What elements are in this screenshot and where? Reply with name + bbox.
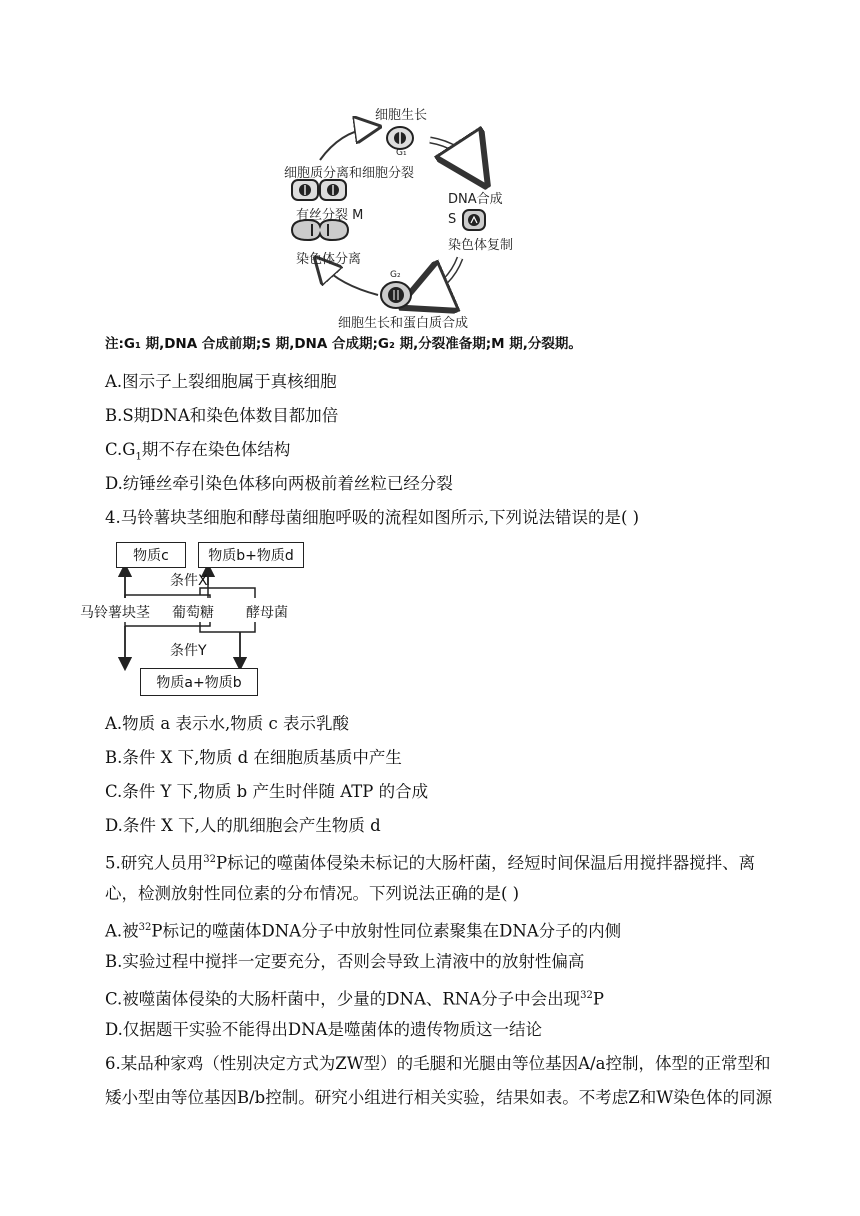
box-substance-c: 物质c	[116, 542, 186, 568]
condition-y-label: 条件Y	[170, 643, 207, 659]
q5-option-c: C.被噬菌体侵染的大肠杆菌中，少量的DNA、RNA分子中会出现$^{32}$P	[105, 989, 604, 1009]
daughter-cells-icon	[292, 180, 346, 200]
q4-option-a: A.物质 a 表示水,物质 c 表示乳酸	[105, 714, 349, 733]
condition-x-label: 条件X	[170, 573, 208, 589]
q4-option-c: C.条件 Y 下,物质 b 产生时伴随 ATP 的合成	[105, 782, 429, 801]
box-substance-b-d: 物质b+物质d	[198, 542, 304, 568]
q3-option-c: $C.G_1$期不存在染色体结构	[105, 440, 291, 463]
potato-label: 马铃薯块茎	[80, 605, 150, 621]
chromosome-replication-label: 染色体复制	[448, 238, 514, 253]
q5-option-a: A.被$^{32}$P标记的噬菌体DNA分子中放射性同位素聚集在DNA分子的内侧	[105, 921, 622, 941]
glucose-label: 葡萄糖	[172, 605, 214, 621]
dna-synthesis-label: DNA合成	[448, 192, 503, 207]
chromosome-separation-label: 染色体分离	[296, 252, 362, 267]
mitosis-label: 有丝分裂 M	[296, 208, 364, 223]
g1-phase-label: G₁	[396, 148, 407, 158]
q6-stem-line2: 矮小型由等位基因B/b控制。研究小组进行相关实验，结果如表。不考虑Z和W染色体的同源	[105, 1088, 773, 1107]
arrow-g1-to-s	[430, 140, 475, 168]
g2-phase-label: G₂	[390, 270, 401, 280]
arrow-g2-to-m	[322, 265, 378, 295]
q6-stem-line1: 6.某品种家鸡（性别决定方式为ZW型）的毛腿和光腿由等位基因A/a控制，体型的正常型和	[105, 1054, 771, 1073]
s-phase-label: S	[448, 212, 457, 227]
q5-option-b: B.实验过程中搅拌一定要充分，否则会导致上清液中的放射性偏高	[105, 952, 585, 971]
respiration-flowchart	[80, 540, 310, 700]
q3-option-a: A.图示子上裂细胞属于真核细胞	[105, 372, 337, 391]
q3-option-d: D.纺锤丝牵引染色体移向两极前着丝粒已经分裂	[105, 474, 453, 493]
g2-bottom-label: 细胞生长和蛋白质合成	[338, 316, 469, 331]
box-substance-a-b: 物质a+物质b	[140, 668, 258, 696]
q5-stem-line2: 心，检测放射性同位素的分布情况。下列说法正确的是( )	[105, 884, 520, 903]
q5-stem-line1: 5.研究人员用$^{32}$P标记的噬菌体侵染未标记的大肠杆菌，经短时间保温后用搅拌器搅拌、离	[105, 853, 756, 873]
yeast-label: 酵母菌	[246, 605, 288, 621]
cell-cycle-diagram	[270, 100, 540, 335]
q4-option-b: B.条件 X 下,物质 d 在细胞质基质中产生	[105, 748, 402, 767]
g2-cell-icon	[381, 282, 411, 308]
q4-stem: 4.马铃薯块茎细胞和酵母菌细胞呼吸的流程如图所示,下列说法错误的是( )	[105, 508, 640, 527]
q3-option-b: B.S期DNA和染色体数目都加倍	[105, 406, 339, 425]
q4-option-d: D.条件 X 下,人的肌细胞会产生物质 d	[105, 816, 381, 835]
anaphase-cell-icon	[292, 220, 348, 240]
g1-top-label: 细胞生长	[375, 108, 428, 123]
arrow-m-to-g1	[320, 128, 370, 160]
arrow-s-to-g2	[420, 258, 460, 298]
s-cell-icon	[463, 210, 485, 230]
g1-cell-icon	[387, 127, 413, 149]
cytokinesis-label: 细胞质分离和细胞分裂	[284, 166, 415, 181]
cell-cycle-note: 注:G₁ 期,DNA 合成前期;S 期,DNA 合成期;G₂ 期,分裂准备期;M 期,分裂期。	[105, 336, 582, 352]
q5-option-d: D.仅据题干实验不能得出DNA是噬菌体的遗传物质这一结论	[105, 1020, 542, 1039]
